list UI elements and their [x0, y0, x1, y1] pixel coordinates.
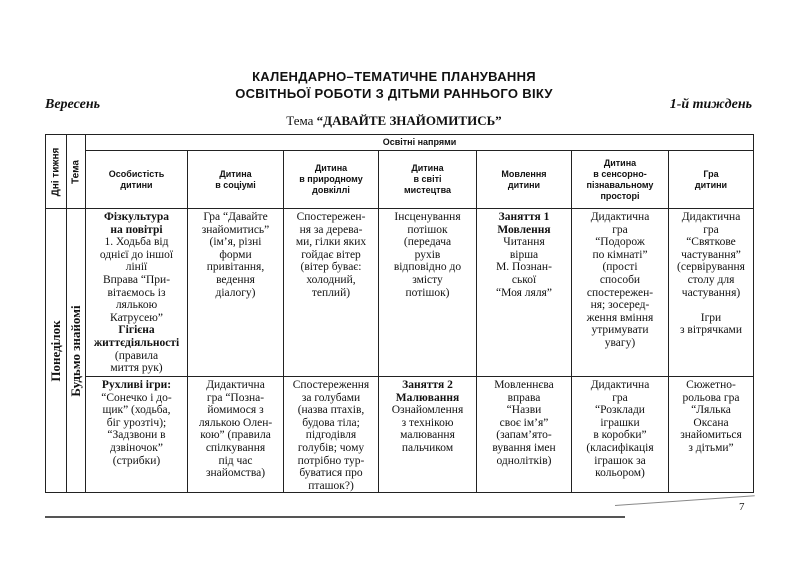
activity-line: [670, 299, 752, 312]
column-header: [379, 151, 477, 209]
activity-line: лінії: [125, 261, 148, 274]
activity-line: Спостережен-: [296, 211, 366, 223]
activity-line: Рухливі ігри:: [101, 379, 172, 391]
document-title-line-1: КАЛЕНДАРНО–ТЕМАТИЧНЕ ПЛАНУВАННЯ: [252, 69, 536, 84]
column-header-line: дитини: [120, 179, 153, 190]
activity-line: Дидактична: [590, 379, 650, 391]
activity-line: “Святкове: [686, 236, 736, 249]
activity-cell: [379, 209, 477, 377]
activity-cell: [477, 209, 572, 377]
days-column-header: Дні тижня: [46, 135, 67, 209]
activity-line: дзвіночок”: [110, 441, 163, 454]
activity-line: відповідно до: [393, 261, 462, 274]
column-header-line: в світі: [413, 174, 442, 184]
activity-line: М. Познан-: [496, 261, 552, 274]
activity-line: утримувати: [591, 324, 649, 337]
theme-line: [0, 113, 788, 129]
activity-cell: [188, 377, 284, 493]
activity-line: ської: [511, 273, 537, 286]
activity-line: ження вміння: [586, 311, 654, 324]
activity-line: (прості: [602, 261, 638, 274]
activity-line: кольором): [595, 467, 645, 480]
activity-line: однолітків): [496, 454, 552, 467]
activity-line: “Моя ляля”: [496, 286, 552, 299]
activity-line: Дидактична: [681, 211, 741, 223]
column-header-line: мистецтва: [404, 185, 451, 195]
column-header-line: Гра: [703, 168, 719, 179]
activity-line: “Сонечко і до-: [101, 391, 172, 404]
activity-cell: [572, 209, 669, 377]
activity-line: знайомства): [205, 467, 266, 480]
planning-table: [45, 134, 754, 493]
column-header: [284, 151, 379, 209]
activity-line: йомимося з: [207, 404, 264, 417]
activity-line: Вправа “При-: [102, 273, 171, 286]
activity-line: частування”: [681, 248, 741, 261]
column-header: [188, 151, 284, 209]
activity-line: з вітрячками: [680, 324, 742, 337]
column-header-line: Мовлення: [501, 168, 547, 179]
column-header: [477, 151, 572, 209]
activity-line: (назва птахів,: [297, 404, 365, 417]
activity-line: вітаємось із: [107, 286, 166, 299]
activity-line: 1. Ходьба від: [104, 236, 169, 249]
activity-line: потішок): [405, 286, 450, 299]
activity-line: “Лялька: [691, 404, 731, 417]
activity-line: (ім’я, різні: [209, 236, 262, 249]
activity-line: Заняття 2: [402, 379, 453, 391]
theme-cell: Будьмо знайомі: [67, 209, 86, 493]
activity-line: діалогу): [215, 286, 256, 299]
footer-rule-right: [615, 495, 755, 506]
activity-line: по кімнаті”: [592, 248, 648, 261]
column-header-line: Дитина: [314, 163, 348, 173]
page-number: 7: [739, 501, 745, 513]
activity-line: (стрибки): [112, 454, 161, 467]
activity-line: Оксана: [693, 416, 729, 429]
activity-line: Читання: [503, 236, 545, 249]
activity-line: Фізкультура: [103, 211, 170, 223]
column-header: [572, 151, 669, 209]
activity-line: (правила: [114, 349, 159, 362]
activity-line: Гігієна: [118, 324, 155, 337]
column-header-line: в сенсорно-: [593, 168, 647, 179]
activity-line: за голубами: [301, 391, 361, 404]
activity-line: голубів; чому: [297, 441, 365, 454]
activity-line: (вітер буває:: [300, 261, 362, 274]
column-header-line: в природному: [299, 174, 363, 184]
activity-line: своє ім’я”: [499, 416, 549, 429]
activity-line: ми, гілки яких: [295, 236, 367, 249]
activity-line: теплий): [311, 286, 351, 299]
activity-line: гра: [612, 391, 628, 404]
activity-cell: [379, 377, 477, 493]
footer-rule: [45, 516, 625, 518]
activity-line: Дидактична: [590, 211, 650, 223]
activity-line: (запам’ято-: [496, 429, 552, 442]
activity-line: з дітьми”: [688, 441, 734, 454]
activity-line: вірша: [509, 248, 539, 261]
column-header-line: довкіллі: [312, 185, 350, 195]
activity-line: Мовлення: [497, 223, 551, 236]
column-header-line: Особистість: [108, 168, 165, 179]
activity-line: потішок: [407, 223, 448, 236]
activity-line: ня за дерева-: [299, 223, 363, 236]
activity-line: “Розклади: [595, 404, 645, 417]
activity-line: біг урозтіч);: [106, 416, 167, 429]
column-header-line: Дитина: [603, 157, 637, 168]
activity-line: Дидактична: [206, 379, 265, 391]
activity-line: (передача: [403, 236, 452, 249]
activity-line: спілкування: [205, 441, 266, 454]
activity-line: малювання: [400, 429, 455, 442]
activity-line: однієї до іншої: [99, 248, 174, 261]
activity-line: кою” (правила: [200, 429, 271, 442]
activity-line: Спостереження: [292, 379, 370, 391]
activity-line: миття рук): [110, 362, 163, 375]
activity-line: Гра “Давайте: [203, 211, 268, 223]
column-header-line: дитини: [694, 179, 728, 190]
activity-line: “Подорож: [595, 236, 645, 249]
activity-line: знайомиться: [680, 429, 742, 442]
document-title-line-2: ОСВІТНЬОЇ РОБОТИ З ДІТЬМИ РАННЬОГО ВІКУ: [235, 86, 553, 101]
activity-line: Заняття 1: [498, 211, 550, 223]
activity-line: лялькою: [115, 299, 158, 312]
week-label: 1-й тиждень: [669, 97, 752, 112]
activity-line: іграшки: [600, 416, 640, 429]
activity-line: лялькою Олен-: [198, 416, 273, 429]
activity-cell: [477, 377, 572, 493]
activity-line: на повітрі: [110, 223, 163, 236]
day-cell: Понеділок: [46, 209, 67, 493]
activity-line: столу для: [687, 273, 735, 286]
activity-line: привітання,: [206, 261, 265, 274]
activity-line: гра: [612, 223, 628, 236]
theme-label: Тема: [286, 113, 317, 128]
column-header: [86, 151, 188, 209]
activity-line: “Задзвони в: [107, 429, 166, 442]
activity-line: пташок?): [308, 479, 354, 492]
activity-line: Катрусею”: [110, 311, 163, 324]
activity-line: буватися про: [299, 467, 363, 480]
activity-line: форми: [219, 248, 252, 261]
activity-line: увагу): [604, 336, 636, 349]
activity-line: змісту: [412, 273, 443, 286]
column-header-line: Дитина: [411, 163, 444, 173]
activity-cell: [86, 377, 188, 493]
activity-line: Мовленнєва: [494, 379, 554, 391]
activity-line: гра “Позна-: [206, 391, 265, 404]
activity-line: Інсценування: [394, 211, 461, 223]
activity-line: спостережен-: [586, 286, 654, 299]
activity-line: знайомитись”: [201, 223, 270, 236]
activity-line: ня; зосеред-: [590, 299, 650, 312]
activity-line: вування імен: [492, 441, 556, 454]
activity-line: гойдає вітер: [301, 248, 361, 261]
activity-cell: [669, 209, 754, 377]
activity-cell: [284, 377, 379, 493]
activity-line: гра: [703, 223, 719, 236]
activity-line: будова тіла;: [302, 416, 360, 429]
activity-line: потрібно тур-: [297, 454, 365, 467]
activity-cell: [188, 209, 284, 377]
activity-line: (класифікація: [586, 441, 654, 454]
activity-line: пальчиком: [401, 441, 454, 454]
activity-line: Ігри: [700, 311, 722, 324]
activity-line: ведення: [216, 273, 255, 286]
activity-line: способи: [599, 273, 641, 286]
theme-column-header: Тема: [67, 135, 86, 209]
activity-line: (сервірування: [677, 261, 745, 274]
activity-line: “Назви: [506, 404, 542, 417]
activity-line: підгодівля: [305, 429, 357, 442]
column-header-line: пізнавальному: [586, 179, 654, 190]
column-header: [669, 151, 754, 209]
activity-line: Сюжетно-: [686, 379, 736, 391]
theme-value: “ДАВАЙТЕ ЗНАЙОМИТИСЬ”: [316, 113, 502, 128]
activity-line: вправа: [507, 391, 541, 404]
activity-line: з технікою: [401, 416, 454, 429]
column-header-line: дитини: [507, 179, 541, 190]
activity-line: холодний,: [306, 273, 356, 286]
activity-line: рольова гра: [682, 391, 740, 404]
activity-line: в коробки”: [593, 429, 647, 442]
activity-cell: [284, 209, 379, 377]
activity-cell: [669, 377, 754, 493]
directions-header: Освітні напрями: [86, 135, 754, 151]
activity-line: Малювання: [395, 391, 460, 404]
activity-line: рухів: [414, 248, 441, 261]
activity-line: життєдіяльності: [93, 336, 180, 349]
month-label: Вересень: [45, 97, 100, 112]
column-header-line: просторі: [600, 190, 640, 201]
activity-line: іграшок за: [594, 454, 646, 467]
activity-line: під час: [218, 454, 253, 467]
column-header-line: Дитина: [219, 168, 252, 179]
column-header-line: в соціумі: [215, 179, 256, 190]
activity-line: щик” (ходьба,: [102, 404, 171, 417]
activity-line: Ознайомлення: [391, 404, 464, 417]
activity-line: частування): [681, 286, 741, 299]
activity-cell: [572, 377, 669, 493]
activity-cell: [86, 209, 188, 377]
